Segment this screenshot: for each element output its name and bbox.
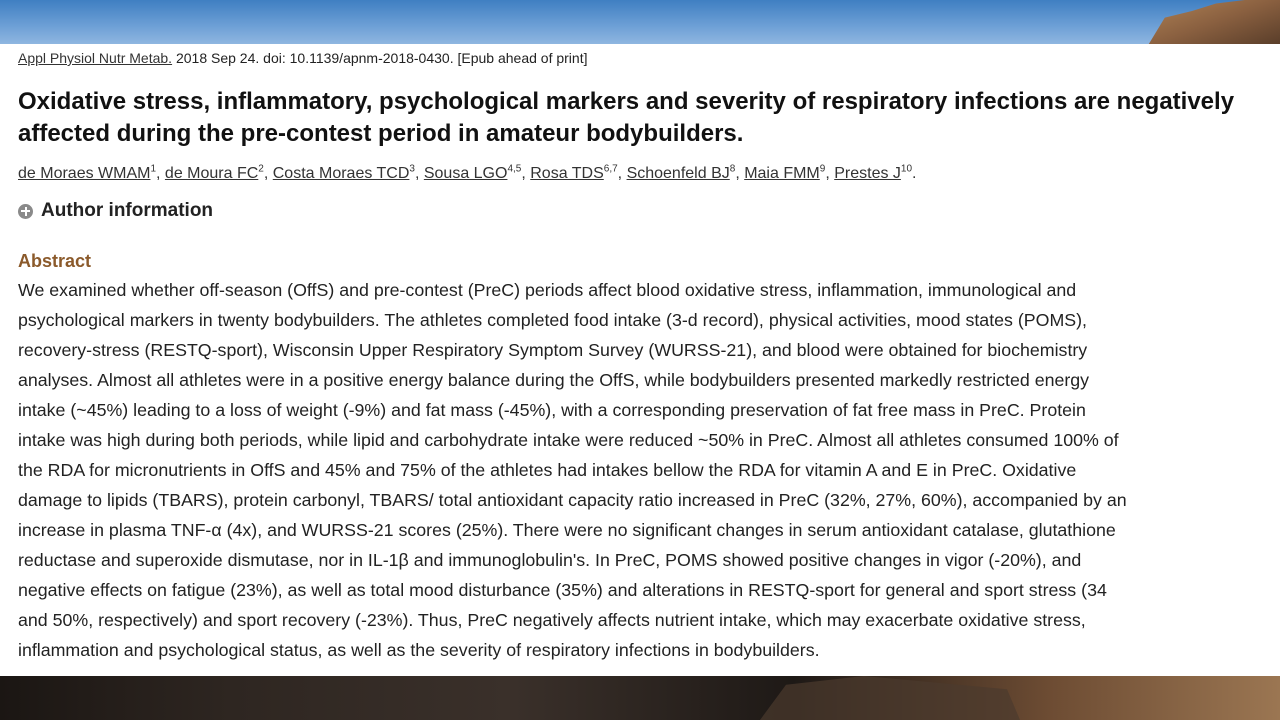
- author-link[interactable]: de Moraes WMAM: [18, 165, 151, 182]
- abstract-line: damage to lipids (TBARS), protein carbonyl, TBARS/ total antioxidant capacity ratio increased in PreC (32%, 27%, 60%), accompanied by an: [18, 490, 1127, 510]
- abstract-line: analyses. Almost all athletes were in a positive energy balance during the OffS, while bodybuilders presented markedly restricted energy: [18, 370, 1090, 390]
- author-link[interactable]: Costa Moraes TCD: [272, 165, 410, 182]
- author-link[interactable]: Maia FMM: [744, 165, 820, 182]
- background-sky: [0, 0, 1280, 44]
- expand-plus-icon[interactable]: [18, 204, 33, 219]
- abstract-line: negative effects on fatigue (23%), as well as total mood disturbance (35%) and alterations in RESTQ-sport for general and sport stress (34: [18, 580, 1107, 600]
- author-list: de Moraes WMAM$^1$, de Moura $FC^2$, Costa Moraes TCD$^3$, Sousa LGO$^{4,5}$, Rosa TDS$^{6,7}$, Schoenfeld $BJ^8$, Maia FMM$^9$, Prestes $J^{10}$.: [18, 163, 917, 182]
- abstract-line: intake (~45%) leading to a loss of weight (-9%) and fat mass (-45%), with a corresponding preservation of fat free mass in PreC. Protein: [18, 400, 1086, 420]
- author-affiliation: 1: [150, 163, 157, 175]
- citation-details: 2018 Sep 24. doi: 10.1139/apnm-2018-0430. [Epub ahead of print]: [172, 50, 588, 66]
- abstract-line: the RDA for micronutrients in OffS and 45% and 75% of the athletes had intakes bellow the RDA for vitamin A and E in PreC. Oxidative: [18, 460, 1077, 480]
- author-affiliation: 8: [729, 163, 736, 175]
- abstract-heading: Abstract: [18, 251, 92, 271]
- background-ground: [0, 676, 1280, 720]
- citation-line: [18, 50, 587, 66]
- author-link[interactable]: Rosa TDS: [530, 165, 604, 182]
- author-affiliation: 6,7: [603, 163, 618, 175]
- author-information-label: Author information: [41, 200, 214, 221]
- author-affiliation: 2: [258, 163, 264, 175]
- author-information-toggle[interactable]: [18, 200, 213, 222]
- abstract-line: recovery-stress (RESTQ-sport), Wisconsin Upper Respiratory Symptom Survey (WURSS-21), and blood were obtained for biochemistry: [18, 340, 1088, 360]
- author-link[interactable]: Prestes J: [834, 165, 901, 182]
- abstract-line: increase in plasma TNF-α (4x), and WURSS-21 scores (25%). There were no significant changes in serum antioxidant catalase, glutathione: [18, 520, 1116, 540]
- abstract-line: inflammation and psychological status, as well as the severity of respiratory infections in bodybuilders.: [18, 640, 820, 660]
- author-link[interactable]: Sousa LGO: [423, 165, 508, 182]
- author-link[interactable]: Schoenfeld BJ: [626, 165, 730, 182]
- author-affiliation: 10: [900, 163, 913, 175]
- author-affiliation: 4,5: [507, 163, 522, 175]
- article-title: Oxidative stress, inflammatory, psychological markers and severity of respiratory infections are negatively affected during the pre-contest period in amateur bodybuilders.: [18, 88, 1235, 147]
- author-affiliation: 9: [819, 163, 826, 175]
- journal-link[interactable]: Appl Physiol Nutr Metab.: [18, 50, 173, 66]
- abstract-line: and 50%, respectively) and sport recovery (-23%). Thus, PreC negatively affects nutrient intake, which may exacerbate oxidative stress,: [18, 610, 1086, 630]
- abstract-line: We examined whether off-season (OffS) and pre-contest (PreC) periods affect blood oxidative stress, inflammation, immunological and: [18, 280, 1077, 300]
- abstract-line: psychological markers in twenty bodybuilders. The athletes completed food intake (3-d record), physical activities, mood states (POMS),: [18, 310, 1088, 330]
- abstract-line: reductase and superoxide dismutase, nor in IL-1β and immunoglobulin's. In PreC, POMS showed positive changes in vigor (-20%), and: [18, 550, 1082, 570]
- abstract-text: [18, 275, 1270, 665]
- author-link[interactable]: de Moura FC: [164, 165, 259, 182]
- abstract-line: intake was high during both periods, while lipid and carbohydrate intake were reduced ~50% in PreC. Almost all athletes consumed 100% of: [18, 430, 1119, 450]
- author-affiliation: 3: [409, 163, 415, 175]
